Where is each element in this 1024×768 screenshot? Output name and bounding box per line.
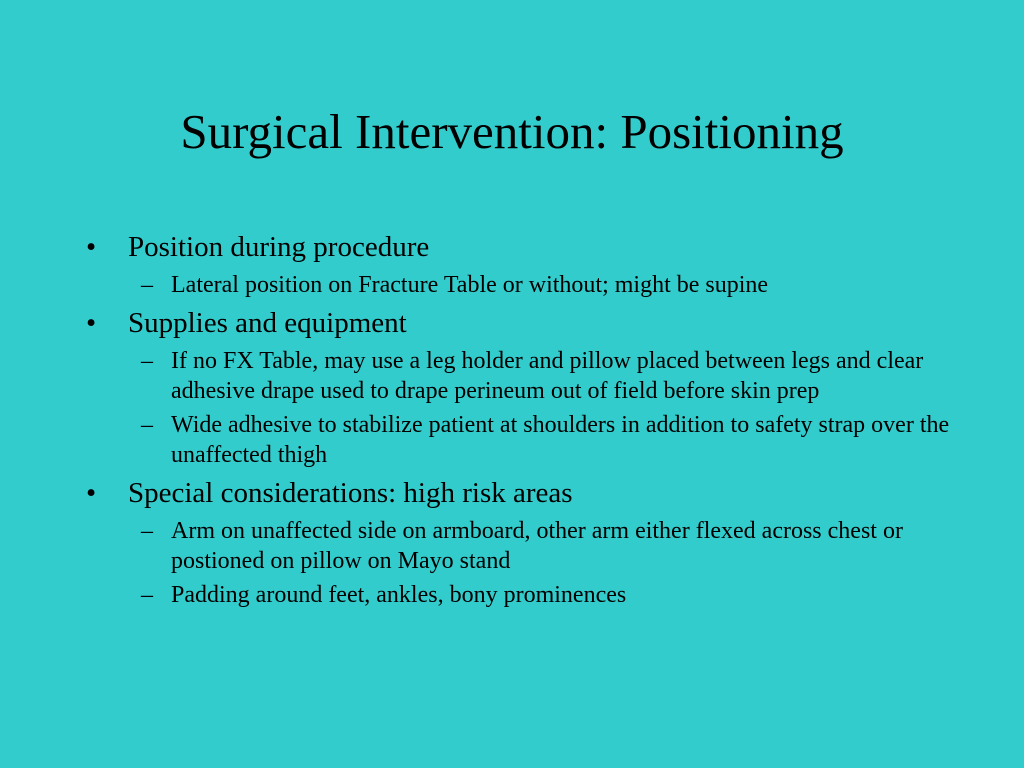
bullet-dot: • — [86, 231, 97, 263]
sub-bullet-text: Wide adhesive to stabilize patient at shoulders in addition to safety strap over the unaffected thigh — [171, 412, 950, 468]
sub-bullet-lateral-position — [141, 270, 954, 300]
sub-bullet-dash: – — [141, 518, 153, 544]
sub-bullet-padding — [141, 580, 954, 610]
bullet-dot: • — [86, 477, 97, 509]
bullet-dot: • — [86, 307, 97, 339]
sub-bullet-arm-armboard — [141, 516, 954, 576]
sub-bullet-dash: – — [141, 412, 153, 438]
sub-bullet-dash: – — [141, 272, 153, 298]
sub-bullet-text: Lateral position on Fracture Table or without; might be supine — [171, 272, 769, 298]
sub-bullet-text: Padding around feet, ankles, bony prominences — [171, 582, 627, 608]
bullet-position-during-procedure — [84, 228, 954, 266]
bullet-text: Position during procedure — [128, 231, 430, 263]
sub-bullet-dash: – — [141, 582, 153, 608]
slide-content — [84, 226, 954, 614]
sub-bullet-text: Arm on unaffected side on armboard, other arm either flexed across chest or postioned on pillow on Mayo stand — [171, 518, 903, 574]
sub-bullet-text: If no FX Table, may use a leg holder and pillow placed between legs and clear adhesive drape used to drape perineum out of field before skin prep — [171, 348, 924, 404]
sub-bullet-leg-holder — [141, 346, 954, 406]
sub-bullet-wide-adhesive — [141, 410, 954, 470]
bullet-text: Supplies and equipment — [128, 307, 407, 339]
sub-bullet-dash: – — [141, 348, 153, 374]
bullet-text: Special considerations: high risk areas — [128, 477, 573, 509]
slide-title: Surgical Intervention: Positioning — [180, 104, 844, 159]
bullet-supplies-and-equipment — [84, 304, 954, 342]
bullet-special-considerations — [84, 474, 954, 512]
